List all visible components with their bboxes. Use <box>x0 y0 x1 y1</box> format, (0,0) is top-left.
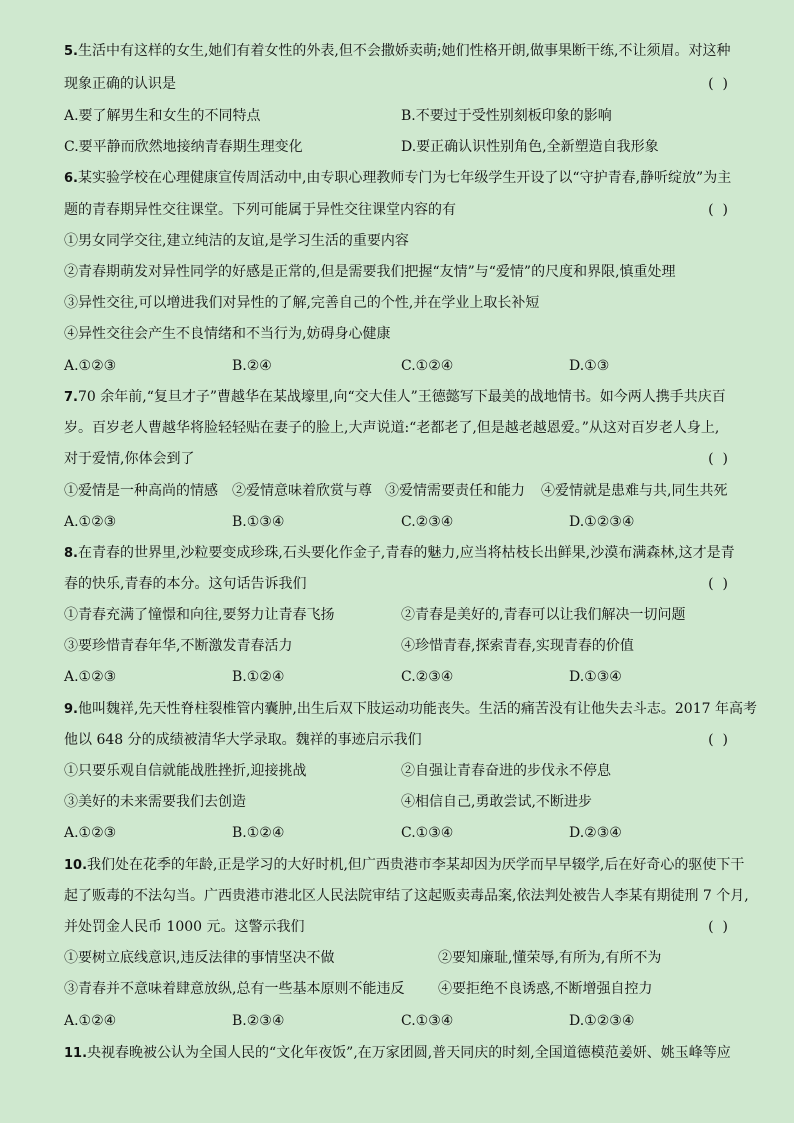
q5-number: 5. <box>64 44 78 59</box>
q10-option-b[interactable]: B.②③④ <box>232 1013 285 1029</box>
q10-options <box>64 1011 744 1031</box>
q9-options <box>64 823 744 843</box>
q9-statement-2: ②自强让青春奋进的步伐永不停息 <box>401 763 611 779</box>
q9-option-d[interactable]: D.②③④ <box>569 825 622 841</box>
q9-statements-row2 <box>64 792 744 812</box>
q5-stem-line1: 5.生活中有这样的女生,她们有着女性的外表,但不会撒娇卖萌;她们性格开朗,做事果断干练,不让须眉。对这种 <box>64 43 731 59</box>
q6-number: 6. <box>64 171 78 186</box>
q9-answer-blank: ( ) <box>708 732 728 748</box>
q8-statement-4: ④珍惜青春,探索青春,实现青春的价值 <box>401 638 634 654</box>
q7-stem-line3: 对于爱情,你体会到了 <box>64 451 195 467</box>
q7-statement-3: ③爱情需要责任和能力 <box>385 483 525 499</box>
q6-stem-line2: 题的青春期异性交往课堂。下列可能属于异性交往课堂内容的有 <box>64 202 456 218</box>
q6-stem-line1: 6.某实验学校在心理健康宣传周活动中,由专职心理教师专门为七年级学生开设了以“守护青春,静听绽放”为主 <box>64 170 732 186</box>
q9-option-c[interactable]: C.①③④ <box>401 825 454 841</box>
q9-stem-line1: 9.他叫魏祥,先天性脊柱裂椎管内囊肿,出生后双下肢运动功能丧失。生活的痛苦没有让他失去斗志。2017 年高考 <box>64 701 757 717</box>
q5-option-b[interactable]: B.不要过于受性别刻板印象的影响 <box>401 108 612 124</box>
q11-number: 11. <box>64 1046 88 1061</box>
q10-stem-line1: 10.我们处在花季的年龄,正是学习的大好时机,但广西贵港市李某却因为厌学而早早辍学,后在好奇心的驱使下干 <box>64 857 745 873</box>
q5-options-row2 <box>64 137 744 157</box>
q7-stem-line1: 7.70 余年前,“复旦才子”曹越华在某战壕里,向“交大佳人”王德懿写下最美的战地情书。如今两人携手共庆百 <box>64 389 726 405</box>
q9-option-b[interactable]: B.①②④ <box>232 825 285 841</box>
q7-statements <box>64 481 744 501</box>
q8-number: 8. <box>64 546 78 561</box>
q7-answer-blank: ( ) <box>708 451 728 467</box>
q9-option-a[interactable]: A.①②③ <box>64 825 117 841</box>
q8-option-d[interactable]: D.①③④ <box>569 669 622 685</box>
q8-statement-2: ②青春是美好的,青春可以让我们解决一切问题 <box>401 607 686 623</box>
q10-statement-2: ②要知廉耻,懂荣辱,有所为,有所不为 <box>438 950 662 966</box>
q9-stem-line2: 他以 648 分的成绩被清华大学录取。魏祥的事迹启示我们 <box>64 732 422 748</box>
q10-stem-line3: 并处罚金人民币 1000 元。这警示我们 <box>64 919 305 935</box>
q8-stem-line1: 8.在青春的世界里,沙粒要变成珍珠,石头要化作金子,青春的魅力,应当将枯枝长出鲜果,沙漠布满森林,这才是青 <box>64 545 735 561</box>
q9-statement-3: ③美好的未来需要我们去创造 <box>64 794 246 810</box>
q6-answer-blank: ( ) <box>708 202 728 218</box>
q8-statements-row2 <box>64 636 744 656</box>
q11-stem-line1: 11.央视春晚被公认为全国人民的“文化年夜饭”,在万家团圆,普天同庆的时刻,全国道德模范姜妍、姚玉峰等应 <box>64 1045 731 1061</box>
q10-statements-row1 <box>64 948 744 968</box>
q7-stem-line2: 岁。百岁老人曹越华将脸轻轻贴在妻子的脸上,大声说道:“老都老了,但是越老越恩爱。”从这对百岁老人身上, <box>64 420 720 436</box>
q8-statement-1: ①青春充满了憧憬和向往,要努力让青春飞扬 <box>64 607 335 623</box>
q7-option-a[interactable]: A.①②③ <box>64 514 117 530</box>
q7-options <box>64 512 744 532</box>
q8-statement-3: ③要珍惜青春年华,不断激发青春活力 <box>64 638 293 654</box>
q7-option-c[interactable]: C.②③④ <box>401 514 454 530</box>
q5-options-row1 <box>64 106 744 126</box>
q5-option-a[interactable]: A.要了解男生和女生的不同特点 <box>64 108 261 124</box>
q10-statement-1: ①要树立底线意识,违反法律的事情坚决不做 <box>64 950 335 966</box>
q5-stem-line2: 现象正确的认识是 <box>64 76 176 92</box>
q6-statement-3: ③异性交往,可以增进我们对异性的了解,完善自己的个性,并在学业上取长补短 <box>64 295 540 311</box>
q6-option-d[interactable]: D.①③ <box>569 358 610 374</box>
q8-option-a[interactable]: A.①②③ <box>64 669 117 685</box>
q10-statement-4: ④要拒绝不良诱惑,不断增强自控力 <box>438 981 653 997</box>
q8-option-b[interactable]: B.①②④ <box>232 669 285 685</box>
q8-statements-row1 <box>64 605 744 625</box>
q7-option-d[interactable]: D.①②③④ <box>569 514 635 530</box>
q8-stem-line2: 春的快乐,青春的本分。这句话告诉我们 <box>64 576 307 592</box>
q5-answer-blank: ( ) <box>708 76 728 92</box>
q10-number: 10. <box>64 858 88 873</box>
q8-options <box>64 667 744 687</box>
q9-statement-4: ④相信自己,勇敢尝试,不断进步 <box>401 794 592 810</box>
q6-options <box>64 356 744 376</box>
q6-statement-1: ①男女同学交往,建立纯洁的友谊,是学习生活的重要内容 <box>64 233 409 249</box>
q6-option-c[interactable]: C.①②④ <box>401 358 454 374</box>
q6-option-a[interactable]: A.①②③ <box>64 358 117 374</box>
q7-option-b[interactable]: B.①③④ <box>232 514 285 530</box>
q7-statement-2: ②爱情意味着欣赏与尊 <box>232 483 372 499</box>
q8-answer-blank: ( ) <box>708 576 728 592</box>
q10-option-d[interactable]: D.①②③④ <box>569 1013 635 1029</box>
q6-statement-2: ②青春期萌发对异性同学的好感是正常的,但是需要我们把握“友情”与“爱情”的尺度和界限,慎重处理 <box>64 264 676 280</box>
q10-statements-row2 <box>64 979 744 999</box>
q10-answer-blank: ( ) <box>708 919 728 935</box>
q9-statement-1: ①只要乐观自信就能战胜挫折,迎接挑战 <box>64 763 307 779</box>
q9-statements-row1 <box>64 761 744 781</box>
q6-statement-4: ④异性交往会产生不良情绪和不当行为,妨碍身心健康 <box>64 326 391 342</box>
q9-number: 9. <box>64 702 78 717</box>
q6-option-b[interactable]: B.②④ <box>232 358 272 374</box>
q5-option-d[interactable]: D.要正确认识性别角色,全新塑造自我形象 <box>401 139 659 155</box>
q10-statement-3: ③青春并不意味着肆意放纵,总有一些基本原则不能违反 <box>64 981 405 997</box>
q10-option-a[interactable]: A.①②④ <box>64 1013 117 1029</box>
q8-option-c[interactable]: C.②③④ <box>401 669 454 685</box>
q10-option-c[interactable]: C.①③④ <box>401 1013 454 1029</box>
q5-option-c[interactable]: C.要平静而欣然地接纳青春期生理变化 <box>64 139 303 155</box>
q7-statement-4: ④爱情就是患难与共,同生共死 <box>541 483 728 499</box>
q7-number: 7. <box>64 390 78 405</box>
q7-statement-1: ①爱情是一种高尚的情感 <box>64 483 218 499</box>
q10-stem-line2: 起了贩毒的不法勾当。广西贵港市港北区人民法院审结了这起贩卖毒品案,依法判处被告人李某有期徒刑 7 个月, <box>64 888 749 904</box>
